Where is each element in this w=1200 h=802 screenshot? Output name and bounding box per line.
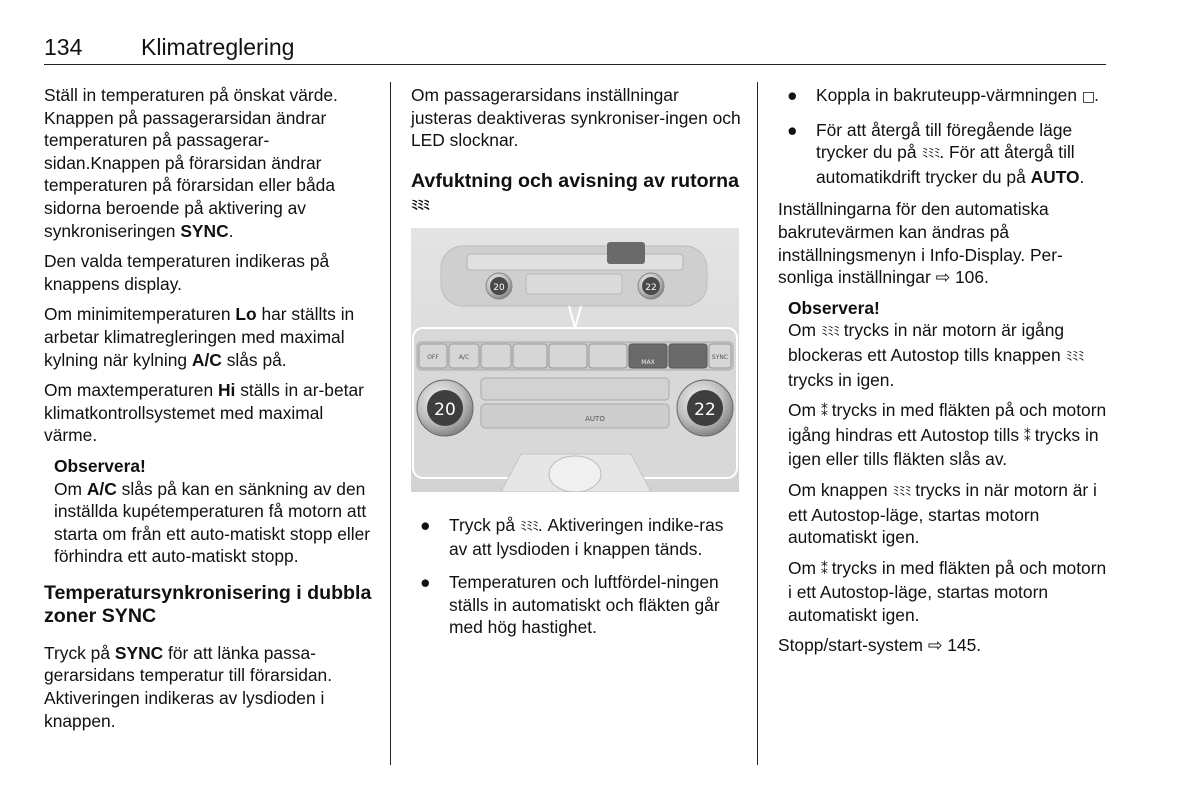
windshield-defrost-icon: ﾐﾐﾐ (921, 146, 940, 163)
column-2 (411, 84, 743, 649)
paragraph: Om minimitemperaturen Lo har ställts in arbetar klimatregleringen med maximal kylning när kylning A/C slås på. (44, 304, 355, 370)
note-text: Om ﾐﾐﾐ trycks in när motorn är igång blockeras ett Autostop tills knappen ﾐﾐﾐ trycks in igen. (788, 320, 1084, 390)
fan-icon: ⁑ (1023, 428, 1030, 445)
windshield-defrost-icon: ﾐﾐﾐ (519, 518, 538, 535)
climate-control-figure (411, 228, 739, 492)
note-text: Om knappen ﾐﾐﾐ trycks in när motorn är i ett Autostop-läge, startas motorn automatiskt igen. (788, 479, 1097, 548)
list-item: ● Tryck på ﾐﾐﾐ. Aktiveringen indike-ras av att lysdioden i knappen tänds. (420, 514, 724, 560)
list-item: ● Temperaturen och luftfördel-ningen ställs in automatiskt och fläkten går med hög hastighet. (420, 571, 720, 638)
column-1 (44, 84, 376, 740)
note-text: Om ⁑ trycks in med fläkten på och motorn igång hindras ett Autostop tills ⁑ trycks in igen eller tills fläkten slås av. (788, 400, 1107, 470)
off-label: OFF (427, 353, 439, 361)
sync-label: SYNC (711, 353, 729, 361)
note-title: Observera! (788, 297, 880, 318)
rear-window-defrost-icon: □ (1081, 89, 1095, 105)
paragraph: Den valda temperaturen indikeras på knappens display. (44, 251, 330, 294)
note-box (788, 297, 1108, 627)
paragraph: Stopp/start-system ⇨ 145. (778, 635, 982, 656)
note-text: Om ⁑ trycks in med fläkten på och motorn i ett Autostop-läge, startas motorn automatiskt igen. (788, 557, 1107, 625)
column-divider (390, 82, 391, 765)
page-title: Klimatreglering (141, 34, 295, 60)
windshield-defrost-icon: ﾐﾐﾐ (892, 483, 911, 500)
page-header (44, 34, 1106, 65)
max-label: MAX (641, 358, 655, 366)
paragraph: Ställ in temperaturen på önskat värde. Knappen på passagerarsidan ändrar temperaturen på passagerar-sidan.Knappen på förarsidan ändrar temperaturen på förarsidan eller båda sidorna beroende på aktivering av synkroniseringen SYNC. (44, 85, 338, 241)
page-ref-arrow-icon: ⇨ (927, 635, 943, 656)
paragraph: Inställningarna för den automatiska bakrutevärmen kan ändras på inställningsmenyn i Info-Display. Per-sonliga inställningar ⇨ 106. (778, 199, 1063, 288)
column-divider (757, 82, 758, 765)
paragraph: Om passagerarsidans inställningar justeras deaktiveras synkroniser-ingen och LED slocknar. (411, 85, 741, 151)
auto-label: AUTO (585, 414, 605, 423)
paragraph: Tryck på SYNC för att länka passa-gerarsidans temperatur till förarsidan. Aktiveringen indikeras av lysdioden i knappen. (44, 642, 333, 731)
note-text: Om A/C slås på kan en sänkning av den inställda kupétemperaturen få motorn att starta om från ett auto-matiskt stopp eller förhindra ett auto-matiskt stopp. (54, 478, 371, 567)
fan-icon: ⁑ (820, 404, 827, 421)
section-heading: Avfuktning och avisning av rutorna ﾐﾐﾐ (411, 169, 740, 214)
list-item: ● Koppla in bakruteupp-värmningen □. (787, 85, 1099, 105)
ac-label: A/C (458, 353, 470, 361)
windshield-defrost-icon: ﾐﾐﾐ (411, 197, 429, 214)
small-right-temp: 22 (645, 282, 657, 293)
page-number: 134 (44, 34, 83, 60)
section-heading: Temperatursynkronisering i dubbla zoner SYNC (44, 581, 372, 627)
column-3 (778, 84, 1108, 665)
note-title: Observera! (54, 455, 146, 476)
note-box (54, 455, 376, 568)
right-temp-display: 22 (694, 399, 716, 420)
paragraph: Om maxtemperaturen Hi ställs in ar-betar klimatkontrollsystemet med maximal värme. (44, 380, 364, 446)
fan-icon: ⁑ (820, 561, 827, 578)
windshield-defrost-icon: ﾐﾐﾐ (1065, 348, 1084, 365)
page-ref-arrow-icon: ⇨ (935, 267, 951, 288)
windshield-defrost-icon: ﾐﾐﾐ (820, 324, 839, 341)
left-temp-display: 20 (434, 399, 456, 420)
list-item: ● För att återgå till föregående läge trycker du på ﾐﾐﾐ. För att återgå till automatikdrift trycker du på AUTO. (787, 119, 1085, 187)
small-left-temp: 20 (493, 282, 505, 293)
